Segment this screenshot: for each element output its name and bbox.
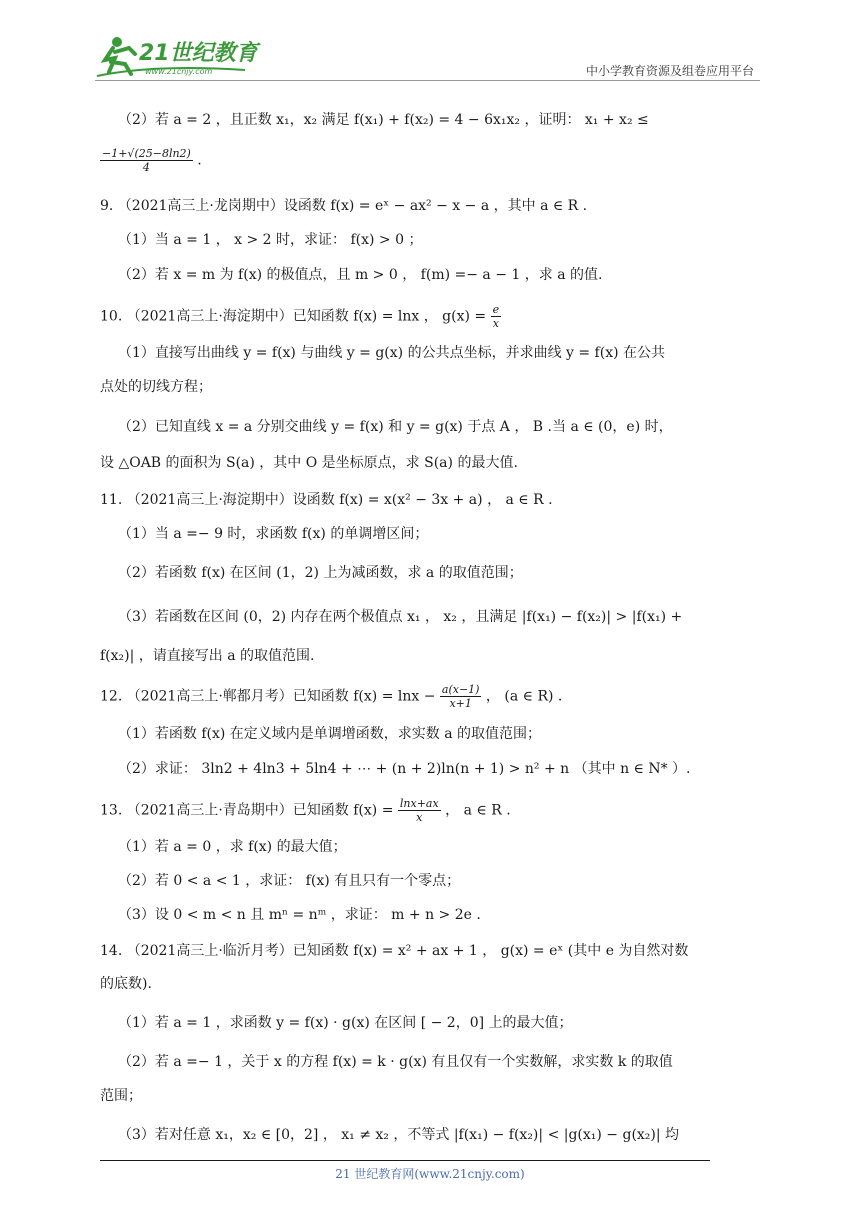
text-line: f(x₂)| ，请直接写出 a 的取值范围. bbox=[100, 648, 315, 664]
logo-21cnjy bbox=[95, 34, 265, 80]
text-line: （1）当 a = 1 ， x > 2 时，求证： f(x) > 0 ； bbox=[118, 232, 423, 248]
fraction: $\frac{e}{x}$ bbox=[492, 303, 500, 330]
page-header bbox=[95, 34, 760, 82]
text-line: （2）求证： 3ln2 + 4ln3 + 5ln4 + ⋯ + (n + 2)ln(n + 1) > n² + n （其中 n ∈ N* ）. bbox=[118, 761, 691, 777]
text-line: （2）若 a =− 1 ，关于 x 的方程 f(x) = k · g(x) 有且仅有一个实数解，求实数 k 的取值 bbox=[118, 1054, 673, 1070]
question-9: 9. （2021高三上·龙岗期中）设函数 f(x) = eˣ − ax² − x − a ，其中 a ∈ R . bbox=[100, 198, 588, 214]
text-line: 的底数). bbox=[100, 976, 152, 992]
platform-name: 中小学教育资源及组卷应用平台 bbox=[585, 64, 754, 78]
text-line: （3）若函数在区间 (0，2) 内存在两个极值点 x₁ ， x₂ ，且满足 |f(x₁) − f(x₂)| > |f(x₁) + bbox=[118, 609, 683, 625]
page-footer: 21 世纪教育网(www.21cnjy.com) bbox=[335, 1167, 525, 1181]
text-line: 点处的切线方程； bbox=[100, 379, 212, 395]
question-13: 13. （2021高三上·青岛期中）已知函数 f(x) = $\frac{\ln x+ax}{x}$ ， a ∈ R . bbox=[100, 797, 511, 824]
text-line: 设 △OAB 的面积为 S(a) ，其中 O 是坐标原点，求 S(a) 的最大值. bbox=[100, 455, 518, 471]
text-line: （1）若 a = 0 ，求 f(x) 的最大值； bbox=[118, 839, 347, 855]
text-line: （2）已知直线 x = a 分别交曲线 y = f(x) 和 y = g(x) 于点 A ， B .当 a ∈ (0，e) 时， bbox=[118, 419, 673, 435]
svg-text:21世纪教育: 21世纪教育 bbox=[139, 41, 258, 66]
header-rule bbox=[95, 80, 760, 81]
text-line: （1）若 a = 1 ，求函数 y = f(x) · g(x) 在区间 [ − 2，0] 上的最大值； bbox=[118, 1015, 573, 1031]
svg-text:www.21cnjy.com: www.21cnjy.com bbox=[145, 67, 213, 76]
fraction: $\frac{a(x-1)}{x+1}$ bbox=[441, 683, 480, 710]
text-line: （3）设 0 < m < n 且 mⁿ = nᵐ ，求证： m + n > 2e . bbox=[118, 907, 481, 923]
text-line: （2）若 a = 2 ，且正数 x₁，x₂ 满足 f(x₁) + f(x₂) = 4 − 6x₁x₂ ，证明： x₁ + x₂ ≤ bbox=[118, 112, 649, 128]
fraction-line: $\frac{-1+√(25-8\ln 2)}{4}$ . bbox=[102, 147, 202, 174]
text-line: （1）直接写出曲线 y = f(x) 与曲线 y = g(x) 的公共点坐标，并求曲线 y = f(x) 在公共 bbox=[118, 345, 666, 361]
question-12: 12. （2021高三上·郸都月考）已知函数 f(x) = lnx − $\frac{a(x-1)}{x+1}$ ， (a ∈ R) . bbox=[100, 683, 563, 710]
text-line: 范围； bbox=[100, 1088, 142, 1104]
text-line: （2）若 0 < a < 1 ，求证： f(x) 有且只有一个零点； bbox=[118, 873, 461, 889]
question-10: 10. （2021高三上·海淀期中）已知函数 f(x) = lnx ， g(x) = $\frac{e}{x}$ bbox=[100, 303, 500, 330]
question-14: 14. （2021高三上·临沂月考）已知函数 f(x) = x² + ax + 1 ， g(x) = eˣ (其中 e 为自然对数 bbox=[100, 943, 689, 959]
text-line: （2）若 x = m 为 f(x) 的极值点，且 m > 0 ， f(m) =− a − 1 ，求 a 的值. bbox=[118, 267, 603, 283]
footer-rule bbox=[100, 1160, 710, 1161]
fraction: $\frac{-1+√(25-8\ln 2)}{4}$ bbox=[102, 147, 191, 174]
text-line: （3）若对任意 x₁，x₂ ∈ [0，2] ， x₁ ≠ x₂ ，不等式 |f(x₁) − f(x₂)| < |g(x₁) − g(x₂)| 均 bbox=[118, 1127, 680, 1143]
question-11: 11. （2021高三上·海淀期中）设函数 f(x) = x(x² − 3x + a) ， a ∈ R . bbox=[100, 492, 553, 508]
fraction: $\frac{\ln x+ax}{x}$ bbox=[399, 797, 439, 824]
text-line: （1）当 a =− 9 时，求函数 f(x) 的单调增区间； bbox=[118, 526, 429, 542]
text-line: （2）若函数 f(x) 在区间 (1，2) 上为减函数，求 a 的取值范围； bbox=[118, 565, 523, 581]
text-line: （1）若函数 f(x) 在定义域内是单调增函数，求实数 a 的取值范围； bbox=[118, 726, 542, 742]
